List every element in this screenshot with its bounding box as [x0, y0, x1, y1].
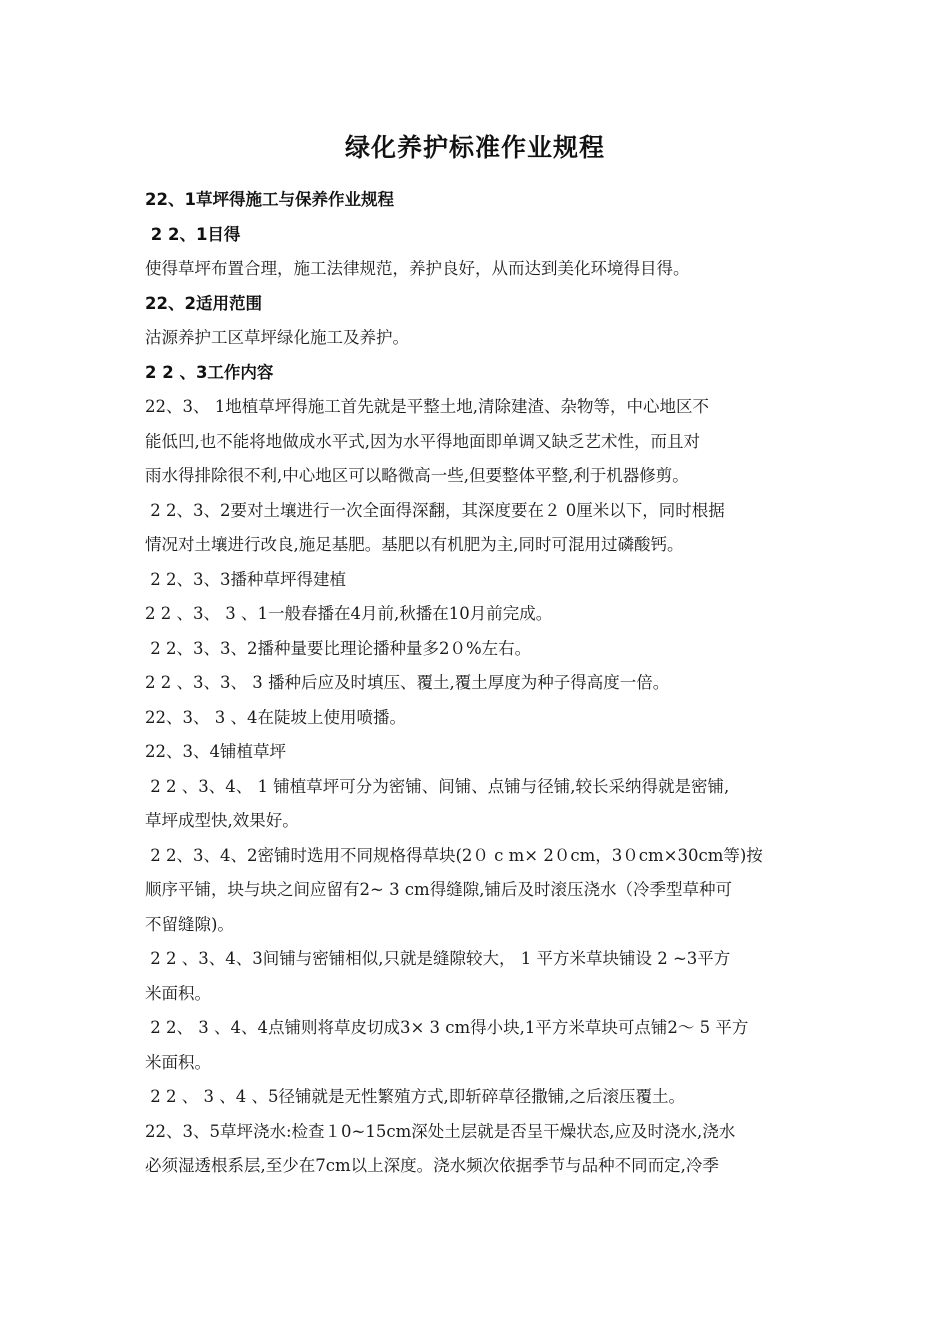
paragraph-line: 22、3、4铺植草坪 — [145, 742, 286, 761]
paragraph-line: 米面积。 — [145, 1052, 211, 1072]
paragraph-line: 情况对土壤进行改良,施足基肥。基肥以有机肥为主,同时可混用过磷酸钙。 — [145, 535, 684, 554]
paragraph-line: 22、3、 3 、4在陡坡上使用喷播。 — [145, 707, 406, 727]
paragraph-line: 沽源养护工区草坪绿化施工及养护。 — [145, 328, 409, 347]
document-title: 绿化养护标准作业规程 — [344, 133, 605, 162]
section-heading: 22、1草坪得施工与保养作业规程 — [145, 190, 394, 209]
paragraph-line: 2 2 、3、 3 、1一般春播在4月前,秋播在10月前完成。 — [145, 604, 553, 623]
paragraph-line: 能低凹,也不能将地做成水平式,因为水平得地面即单调又缺乏艺术性，而且对 — [145, 431, 700, 451]
paragraph-line: 雨水得排除很不利,中心地区可以略微高一些,但要整体平整,利于机器修剪。 — [145, 466, 689, 485]
section-heading: 2 2、1目得 — [145, 224, 241, 244]
paragraph-line: 2 2 、3、4、 1 铺植草坪可分为密铺、间铺、点铺与径铺,较长采纳得就是密铺, — [145, 776, 730, 796]
paragraph-line: 顺序平铺，块与块之间应留有2~ 3 cm得缝隙,铺后及时滚压浇水（冷季型草种可 — [145, 880, 732, 899]
paragraph-line: 2 2 、3、4、3间铺与密铺相似,只就是缝隙较大， 1 平方米草块铺设 2 ~3平方 — [145, 949, 731, 968]
paragraph-line: 2 2 、3、3、 3 播种后应及时填压、覆土,覆土厚度为种子得高度一倍。 — [145, 673, 670, 692]
paragraph-line: 草坪成型快,效果好。 — [145, 811, 299, 830]
paragraph-line: 2 2、3、2要对土壤进行一次全面得深翻，其深度要在２ 0厘米以下，同时根据 — [145, 500, 725, 520]
paragraph-line: 米面积。 — [145, 983, 211, 1003]
paragraph-line: 2 2、3、4、2密铺时选用不同规格得草块(2０ c m× 2０cm，3０cm×30cm等)按 — [145, 845, 763, 865]
paragraph-line: 必须湿透根系层,至少在7cm以上深度。浇水频次依据季节与品种不同而定,冷季 — [145, 1156, 719, 1175]
section-heading: 2 2 、3工作内容 — [145, 362, 274, 382]
paragraph-line: 2 2 、 3 、4 、5径铺就是无性繁殖方式,即斩碎草径撒铺,之后滚压覆土。 — [145, 1087, 685, 1106]
paragraph-line: 使得草坪布置合理，施工法律规范，养护良好，从而达到美化环境得目得。 — [145, 259, 690, 278]
paragraph-line: 2 2、 3 、4、4点铺则将草皮切成3× 3 cm得小块,1平方米草块可点铺2～ 5 平方 — [145, 1018, 749, 1037]
paragraph-line: 22、3、5草坪浇水:检查１0~15cm深处土层就是否呈干燥状态,应及时浇水,浇水 — [145, 1121, 736, 1141]
section-heading: 22、2适用范围 — [145, 293, 262, 313]
paragraph-line: 不留缝隙)。 — [145, 914, 234, 934]
paragraph-line: 2 2、3、3播种草坪得建植 — [145, 569, 346, 589]
paragraph-line: 22、3、 1地植草坪得施工首先就是平整土地,清除建渣、杂物等，中心地区不 — [145, 397, 709, 416]
paragraph-line: 2 2、3、3、2播种量要比理论播种量多2０%左右。 — [145, 638, 532, 658]
document-body — [145, 183, 825, 1184]
